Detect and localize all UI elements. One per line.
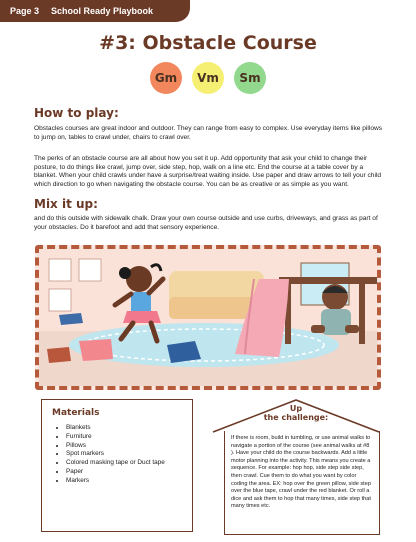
materials-item: • Furniture <box>66 433 184 442</box>
challenge-heading <box>211 404 381 422</box>
materials-item: • Paper <box>66 468 184 477</box>
book-title: School Ready Playbook <box>51 6 154 16</box>
mix-it-up-p1: and do this outside with sidewalk chalk. Draw your own course outside and use curbs, driveways, and grass as part of your obstacles. Do it barefoot and add that sensory experience. <box>34 215 378 231</box>
materials-item: • Colored masking tape or Duct tape <box>66 459 184 468</box>
mix-it-up-heading: Mix it up: <box>34 197 98 211</box>
how-to-play-heading: How to play: <box>34 106 119 120</box>
page-number: Page 3 <box>10 6 40 16</box>
materials-box <box>41 399 193 532</box>
materials-item: • Markers <box>66 477 184 486</box>
skill-badges <box>0 62 416 94</box>
challenge-section <box>211 398 381 536</box>
obstacle-course-illustration <box>39 249 377 386</box>
challenge-heading-line2: the challenge: <box>263 413 329 422</box>
illustration-frame <box>35 245 381 390</box>
badge-gm: Gm <box>150 62 182 94</box>
materials-heading: Materials <box>52 408 100 418</box>
materials-item: • Blankets <box>66 424 184 433</box>
materials-list <box>52 424 184 486</box>
challenge-heading-line1: Up <box>289 404 303 413</box>
materials-item: • Pillows <box>66 442 184 451</box>
how-to-play-p1: Obstacles courses are great indoor and outdoor. They can range from easy to complex. Use everyday items like pillows to jump on, tables to crawl under, chairs to crawl over. <box>34 125 383 141</box>
how-to-play-p2: The perks of an obstacle course are all about how you set it up. Add opportunity that ask your child to change their posture, to do things like crawl, jump over, side step, hop, walk on a line etc. End the course at a table cover by a blanket. When your child crawls under have a surprise/treat waiting inside. Use paper and draw arrows to tell your child which direction to go when navigating the obstacle course. You can be as creative or as simple as you want. <box>34 155 382 188</box>
page-title: #3: Obstacle Course <box>99 32 317 54</box>
badge-vm: Vm <box>192 62 224 94</box>
header-bar <box>0 0 190 22</box>
challenge-text: If there is room, build in tumbling, or use animal walks to navigate a portion of the course (see animal walks at #8 ). Have your child do the course backwards. Add a little motor planning into the activity. This means you create a sequence. For example: hop hop, side step side step, then crawl. Cue them to do what you want by color coding the area. EX: hop over the green pillow, side step over the blue tape, crawl under the red blanket. Or roll a dice and ask them to hop that many times, side step that many times etc. <box>224 431 380 535</box>
materials-item: • Spot markers <box>66 450 184 459</box>
badge-sm: Sm <box>234 62 266 94</box>
